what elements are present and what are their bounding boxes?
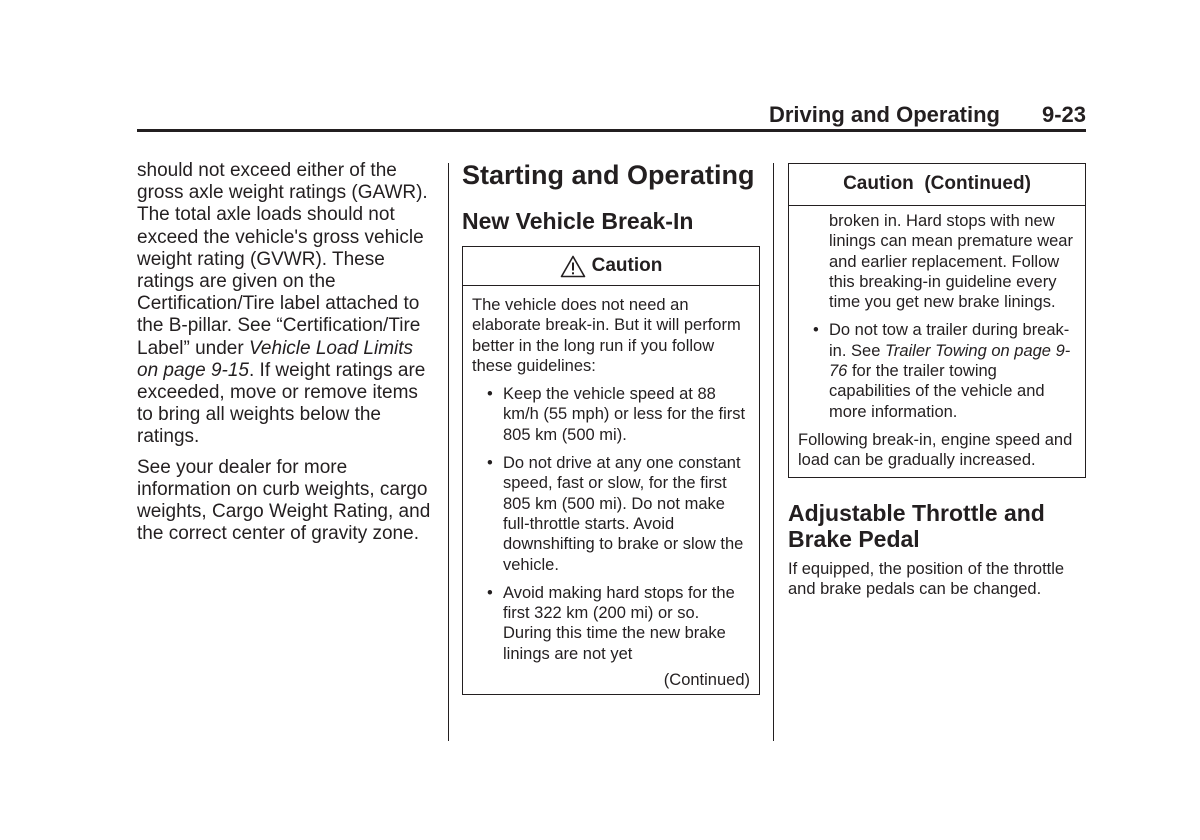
- list-item: • Avoid making hard stops for the first 322 km (200 mi) or so. During this time the new brake linings are not yet: [487, 583, 735, 663]
- section-heading: Starting and Operating: [462, 160, 755, 190]
- paragraph-axle-ratings: should not exceed either of the gross axle weight ratings (GAWR). The total axle loads should not exceed the vehicle's gross vehicle weight rating (GVWR). These ratings are given on the Certification/Tire label attached to the B-pillar. See “Certification/Tire Label” under Vehicle Load Limits on page 9-15. If weight ratings are exceeded, move or remove items to bring all weights below the ratings.: [137, 160, 428, 448]
- warning-triangle-icon: [560, 255, 586, 278]
- cross-reference-link[interactable]: Vehicle Load Limits on page 9-15: [137, 337, 414, 381]
- caution-body: [463, 286, 759, 670]
- paragraph-adjustable-pedal: If equipped, the position of the throttle and brake pedals can be changed.: [788, 559, 1065, 598]
- caution-continued-body: [789, 206, 1085, 477]
- caution-closing-text: Following break-in, engine speed and load can be gradually increased.: [798, 430, 1073, 470]
- paragraph-dealer-info: See your dealer for more information on curb weights, cargo weights, Cargo Weight Rating, and the correct center of gravity zone.: [137, 456, 431, 545]
- caution-intro: The vehicle does not need an elaborate break-in. But it will perform better in the long run if you follow these guidelines:: [472, 296, 741, 375]
- list-item: • Keep the vehicle speed at 88 km/h (55 mph) or less for the first 805 km (500 mi).: [487, 385, 746, 444]
- caution-title: Caution: [591, 254, 663, 276]
- bullet-marker: •: [487, 385, 493, 404]
- continued-label: (Continued): [663, 671, 750, 690]
- bullet-marker: •: [487, 583, 493, 602]
- caution-header: [463, 247, 759, 286]
- column-divider-right: [773, 163, 774, 741]
- page-number: 9-23: [1041, 102, 1086, 127]
- column-3: [788, 163, 1086, 599]
- caution-bullet-list: [472, 384, 750, 664]
- subsection-heading-adjustable-pedal: Adjustable Throttle and Brake Pedal: [788, 499, 1045, 552]
- caution-continued-header: [789, 164, 1085, 206]
- caution-continuation-text: broken in. Hard stops with new linings can mean premature wear and earlier replacement. Follow this breaking-in guideline every time you get new brake linings.: [829, 212, 1073, 312]
- column-divider-left: [448, 163, 449, 741]
- caution-box: [462, 246, 760, 695]
- caution-continued-box: [788, 163, 1086, 478]
- header-section-title: Driving and Operating: [768, 102, 1000, 127]
- list-item: • Do not tow a trailer during break-in. See Trailer Towing on page 9-76 for the trailer towing capabilities of the vehicle and more information.: [813, 321, 1071, 421]
- column-1: [137, 160, 437, 553]
- page-header: [137, 98, 1086, 132]
- bullet-marker: •: [487, 454, 493, 473]
- list-item: • Do not drive at any one constant speed, fast or slow, for the first 805 km (500 mi). Do not make full-throttle starts. Avoid downshifting to brake or slow the vehicle.: [487, 454, 744, 574]
- column-2: [462, 160, 760, 695]
- caution-continued-title: Caution (Continued): [843, 173, 1031, 195]
- bullet-marker: •: [813, 321, 819, 340]
- caution-bullet-list: [798, 320, 1076, 421]
- subsection-heading-break-in: New Vehicle Break-In: [462, 208, 694, 234]
- cross-reference-link[interactable]: Trailer Towing on page 9-76: [829, 341, 1071, 381]
